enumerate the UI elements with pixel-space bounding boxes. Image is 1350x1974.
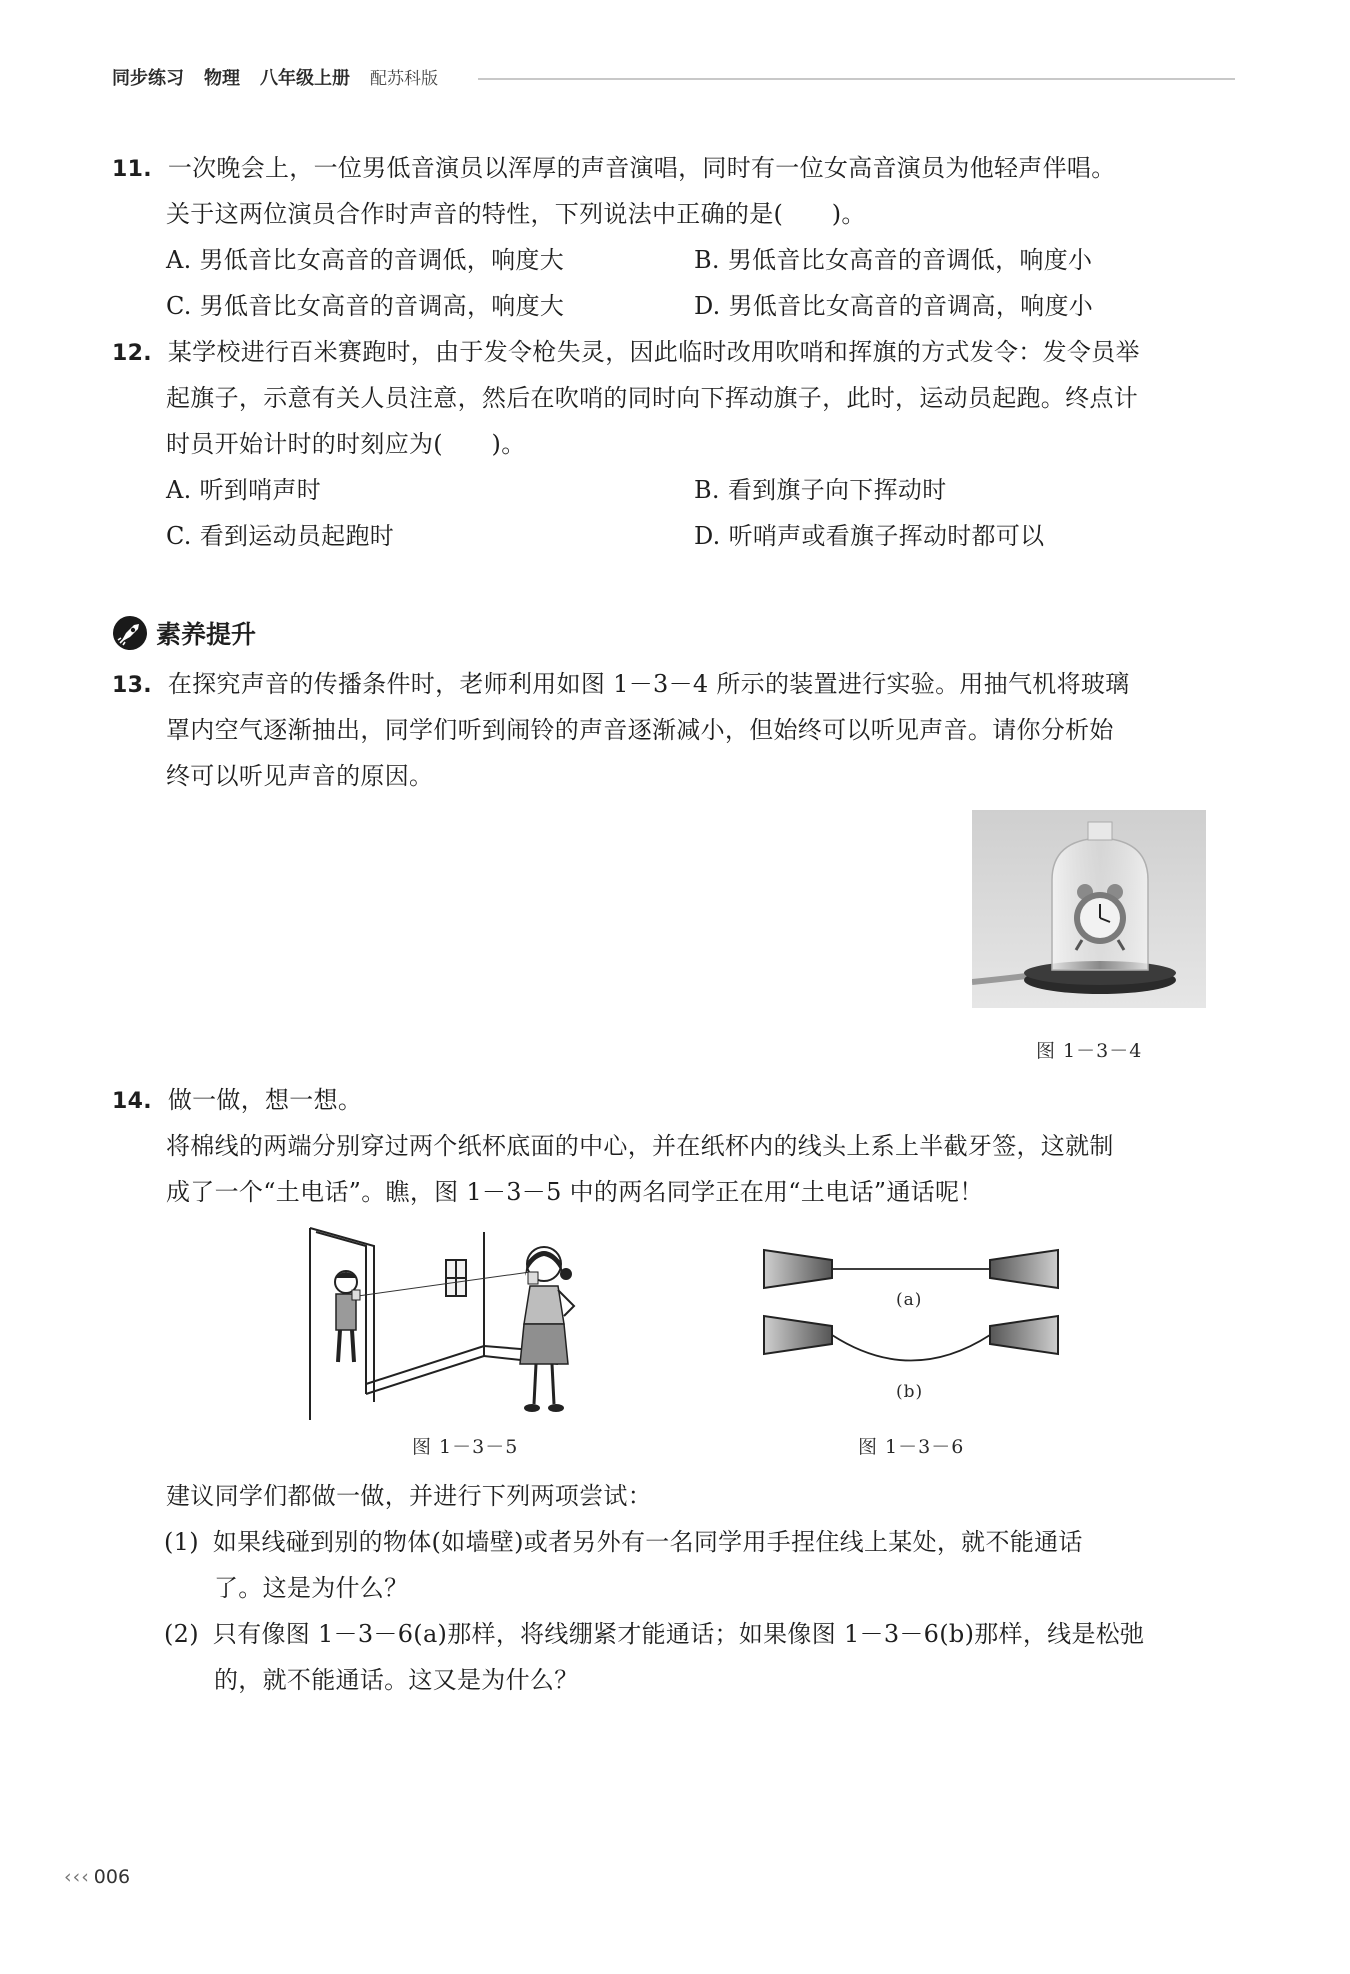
q12-line1: 12. 某学校进行百米赛跑时，由于发令枪失灵，因此临时改用吹哨和挥旗的方式发令：发令员举	[112, 338, 1140, 366]
cup-b-left	[764, 1316, 832, 1354]
q13-number: 13.	[112, 673, 152, 698]
q11-line2: 关于这两位演员合作时声音的特性，下列说法中正确的是( )。	[166, 200, 866, 228]
q11-option-d: D. 男低音比女高音的音调高，响度小	[694, 292, 1094, 320]
cup-a-right	[990, 1250, 1058, 1288]
q12-line2: 起旗子，示意有关人员注意，然后在吹哨的同时向下挥动旗子，此时，运动员起跑。终点计	[166, 384, 1138, 412]
q11-option-a: A. 男低音比女高音的音调低，响度大	[166, 246, 564, 274]
fig-1-3-6-caption: 图 1－3－6	[858, 1436, 965, 1458]
q12-line3: 时员开始计时的时刻应为( )。	[166, 430, 526, 458]
q12-option-d: D. 听哨声或看旗子挥动时都可以	[694, 522, 1045, 550]
header-subject: 物理	[204, 68, 240, 89]
bell-jar-figure	[972, 810, 1206, 1008]
q13-line2: 罩内空气逐渐抽出，同学们听到闹铃的声音逐渐减小，但始终可以听见声音。请你分析始	[166, 716, 1114, 744]
q14-part2-line1: (2) 只有像图 1－3－6(a)那样，将线绷紧才能通话；如果像图 1－3－6(b)那样，线是松弛	[164, 1620, 1145, 1648]
page-footer	[64, 1866, 130, 1888]
q14-part1-line1: (1) 如果线碰到别的物体(如墙壁)或者另外有一名同学用手捏住线上某处，就不能通话	[164, 1528, 1083, 1556]
section-title: 素养提升	[156, 620, 257, 649]
cup-b-right	[990, 1316, 1058, 1354]
section-heading	[112, 615, 256, 651]
girl-figure	[520, 1247, 574, 1412]
q12-option-a: A. 听到哨声时	[166, 476, 321, 504]
q14-line2: 将棉线的两端分别穿过两个纸杯底面的中心，并在纸杯内的线头上系上半截牙签，这就制	[166, 1132, 1114, 1160]
q14-number: 14.	[112, 1089, 152, 1114]
fig-1-3-6-label-a: (a)	[896, 1290, 923, 1310]
q14-part1-label: (1)	[164, 1528, 199, 1556]
q12-option-c: C. 看到运动员起跑时	[166, 522, 395, 550]
fig-1-3-4-caption: 图 1－3－4	[1036, 1040, 1143, 1062]
q14-part2-label: (2)	[164, 1620, 199, 1648]
q11-option-c: C. 男低音比女高音的音调高，响度大	[166, 292, 565, 320]
q14-line3: 成了一个“土电话”。瞧，图 1－3－5 中的两名同学正在用“土电话”通话呢！	[166, 1178, 984, 1206]
q11-number: 11.	[112, 157, 152, 182]
header-edition: 配苏科版	[370, 69, 438, 89]
q13-line3: 终可以听见声音的原因。	[166, 762, 434, 790]
cup-a-left	[764, 1250, 832, 1288]
q12-number: 12.	[112, 341, 152, 366]
header-series: 同步练习	[112, 68, 184, 89]
q14-part2-line2: 的，就不能通话。这又是为什么？	[214, 1666, 579, 1694]
running-header	[112, 64, 438, 90]
q14-part1-line2: 了。这是为什么？	[214, 1574, 409, 1602]
q12-option-b: B. 看到旗子向下挥动时	[694, 476, 947, 504]
q13-line1: 13. 在探究声音的传播条件时，老师利用如图 1－3－4 所示的装置进行实验。用抽气机将玻璃	[112, 670, 1130, 698]
rocket-icon	[112, 615, 148, 651]
page-number: 006	[93, 1866, 131, 1888]
slack-string	[832, 1335, 990, 1361]
header-rule	[478, 78, 1235, 80]
tin-can-phone-illustration	[308, 1224, 630, 1424]
q11-line1: 11. 一次晚会上，一位男低音演员以浑厚的声音演唱，同时有一位女高音演员为他轻声伴唱。	[112, 154, 1116, 182]
fig-1-3-6-label-b: (b)	[896, 1382, 924, 1402]
footer-arrows: ‹‹‹	[64, 1866, 90, 1888]
boy-figure	[335, 1271, 360, 1362]
q11-option-b: B. 男低音比女高音的音调低，响度小	[694, 246, 1093, 274]
q14-line1: 14. 做一做，想一想。	[112, 1086, 363, 1114]
q14-suggestion: 建议同学们都做一做，并进行下列两项尝试：	[166, 1482, 652, 1510]
fig-1-3-5-caption: 图 1－3－5	[412, 1436, 519, 1458]
header-grade: 八年级上册	[260, 68, 350, 89]
